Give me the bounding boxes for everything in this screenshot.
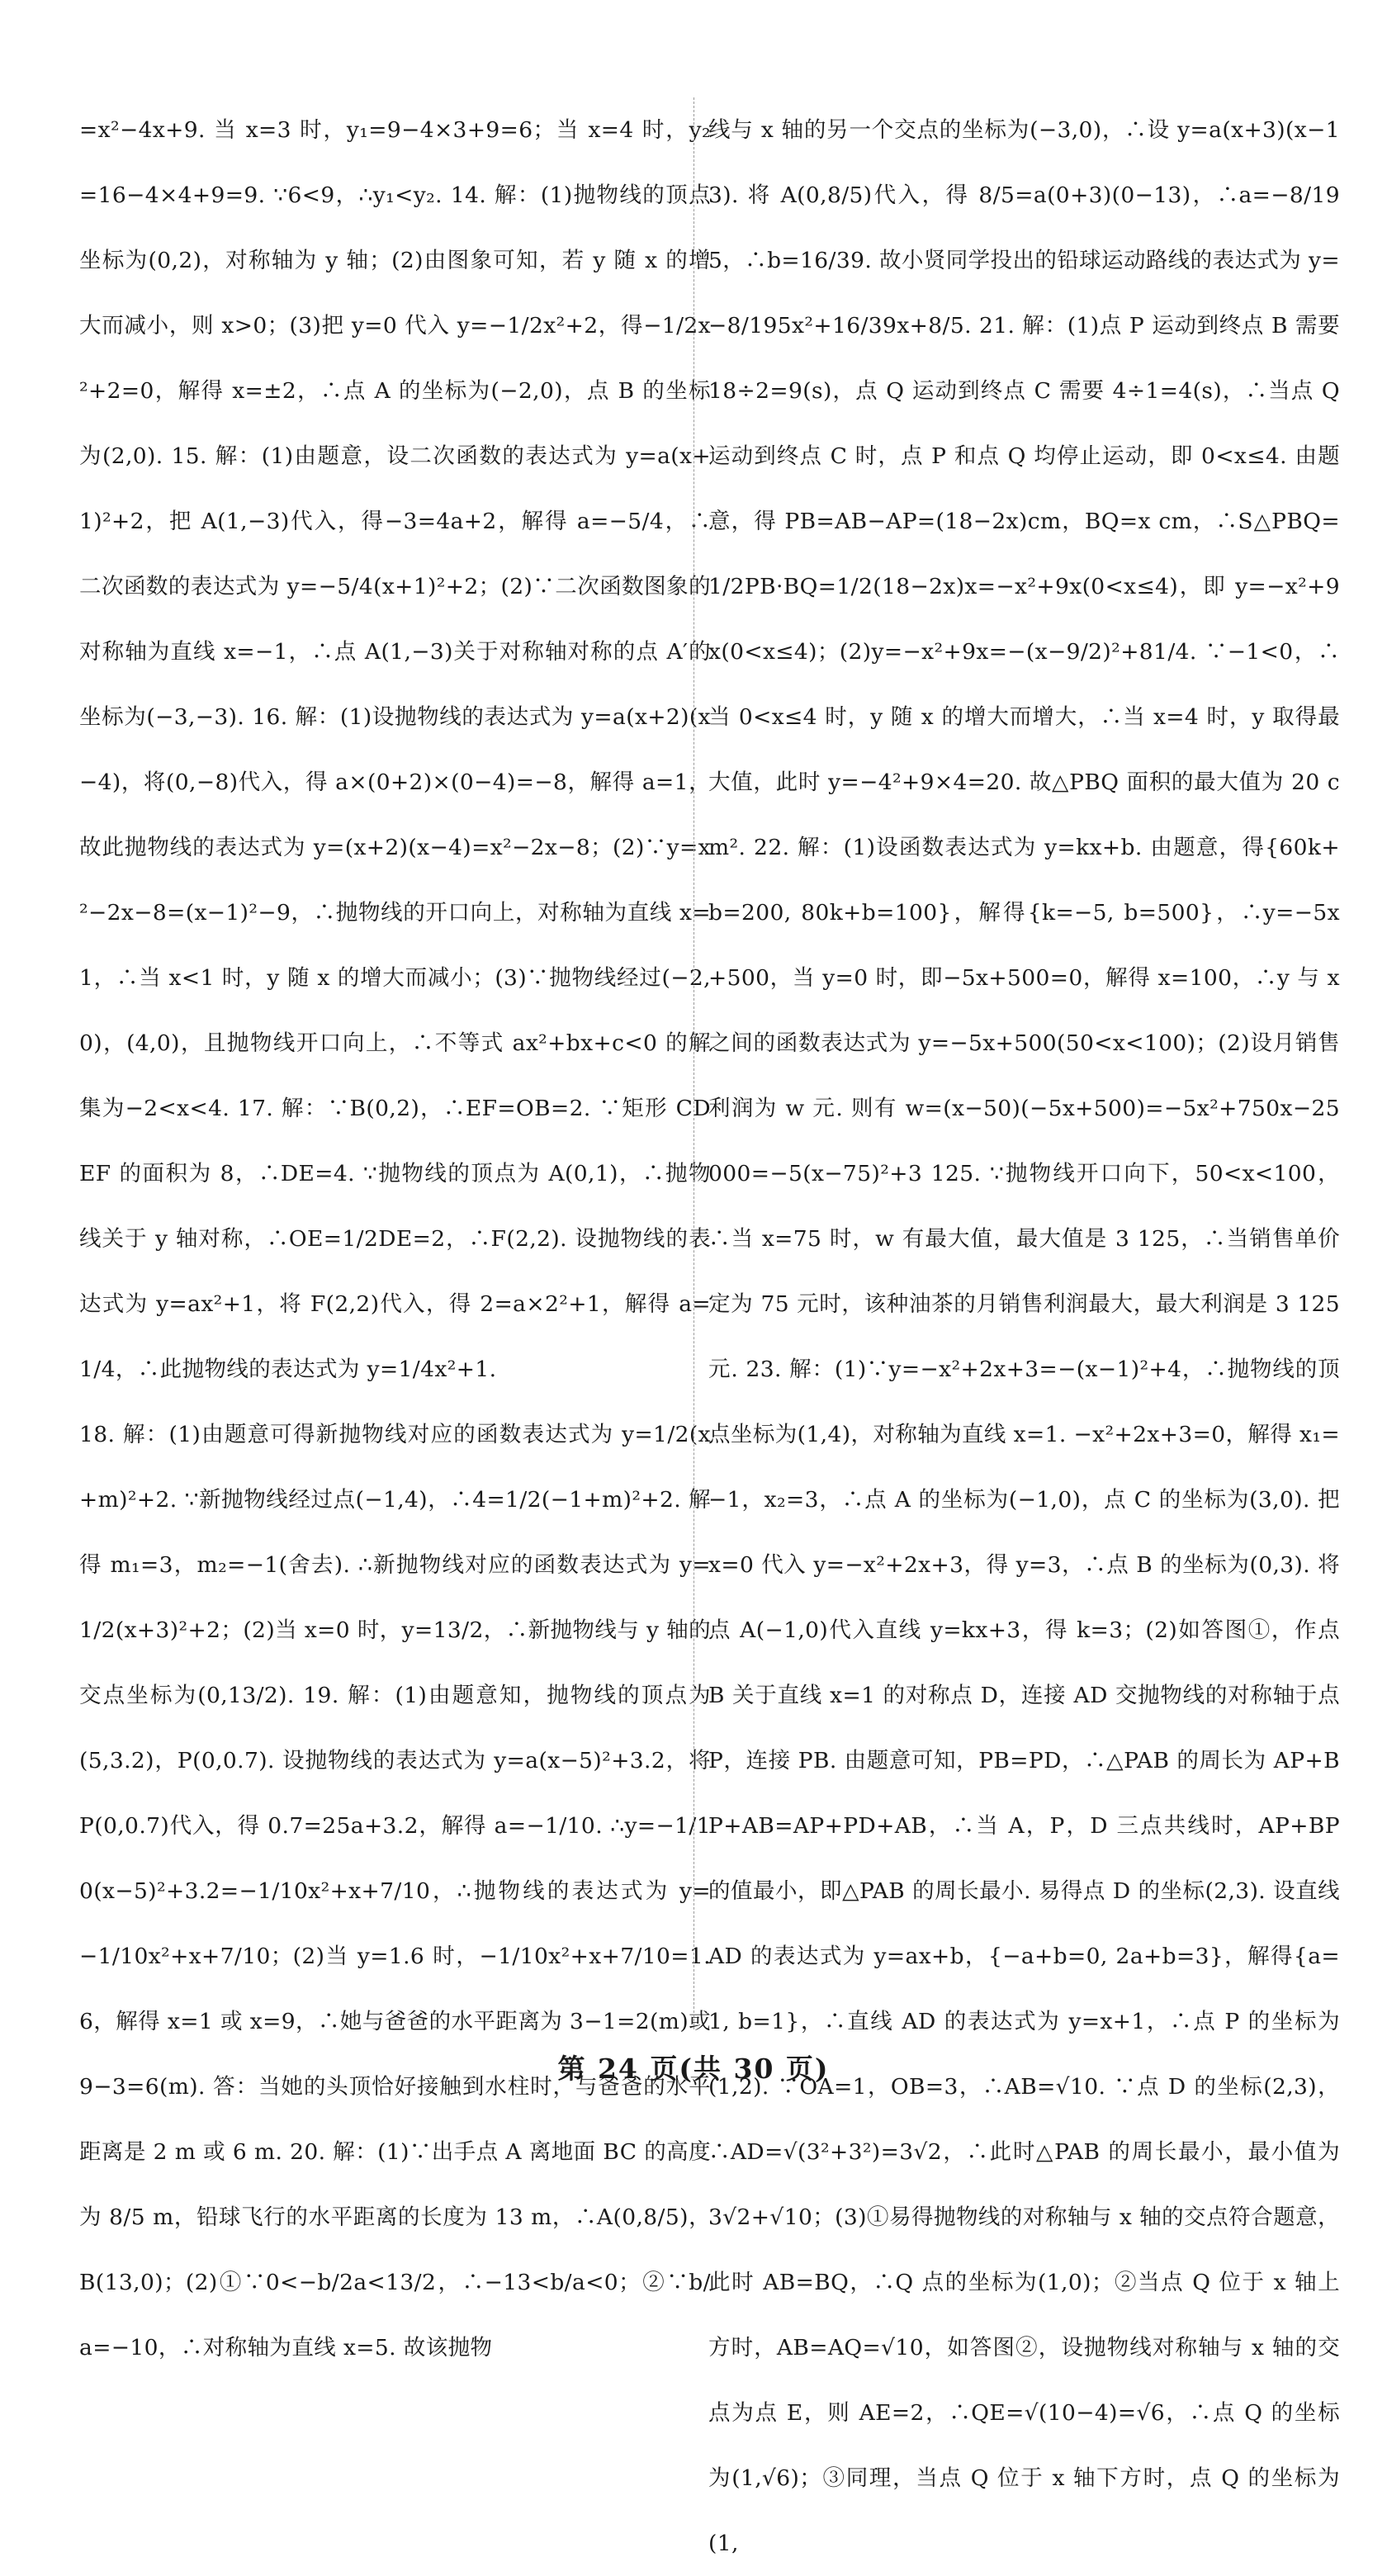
right-column (708, 97, 1340, 2556)
left-paragraph-1: =x²−4x+9. 当 x=3 时，y₁=9−4×3+9=6；当 x=4 时，y₂=16−4×4+9=9. ∵6<9，∴y₁<y₂. 14. 解：(1)抛物线的顶点坐标为(0,2)，对称轴为 y 轴；(2)由图象可知，若 y 随 x 的增大而减小，则 x>0；(3)把 y=0 代入 y=−1/2x²+2，得−1/2x²+2=0，解得 x=±2，∴点 A 的坐标为(−2,0)，点 B 的坐标为(2,0). 15. 解：(1)由题意，设二次函数的表达式为 y=a(x+1)²+2，把 A(1,−3)代入，得−3=4a+2，解得 a=−5/4，∴二次函数的表达式为 y=−5/4(x+1)²+2；(2)∵二次函数图象的对称轴为直线 x=−1，∴点 A(1,−3)关于对称轴对称的点 A′的坐标为(−3,−3). 16. 解：(1)设抛物线的表达式为 y=a(x+2)(x−4)，将(0,−8)代入，得 a×(0+2)×(0−4)=−8，解得 a=1，故此抛物线的表达式为 y=(x+2)(x−4)=x²−2x−8；(2)∵y=x²−2x−8=(x−1)²−9，∴抛物线的开口向上，对称轴为直线 x=1，∴当 x<1 时，y 随 x 的增大而减小；(3)∵抛物线经过(−2,0)，(4,0)，且抛物线开口向上，∴不等式 ax²+bx+c<0 的解集为−2<x<4. 17. 解：∵B(0,2)，∴EF=OB=2. ∵矩形 CDEF 的面积为 8，∴DE=4. ∵抛物线的顶点为 A(0,1)，∴抛物线关于 y 轴对称，∴OE=1/2DE=2，∴F(2,2). 设抛物线的表达式为 y=ax²+1，将 F(2,2)代入，得 2=a×2²+1，解得 a=1/4，∴此抛物线的表达式为 y=1/4x²+1. (79, 117, 711, 1382)
page-number-footer: 第 24 页(共 30 页) (557, 2053, 830, 2085)
left-paragraph-2: 18. 解：(1)由题意可得新抛物线对应的函数表达式为 y=1/2(x+m)²+2. ∵新抛物线经过点(−1,4)，∴4=1/2(−1+m)²+2. 解得 m₁=3，m₂=−1(舍去). ∴新抛物线对应的函数表达式为 y=1/2(x+3)²+2；(2)当 x=0 时，y=13/2，∴新抛物线与 y 轴的交点坐标为(0,13/2). 19. 解：(1)由题意知，抛物线的顶点为(5,3.2)，P(0,0.7). 设抛物线的表达式为 y=a(x−5)²+3.2，将 P(0,0.7)代入，得 0.7=25a+3.2，解得 a=−1/10. ∴y=−1/10(x−5)²+3.2=−1/10x²+x+7/10，∴抛物线的表达式为 y=−1/10x²+x+7/10；(2)当 y=1.6 时，−1/10x²+x+7/10=1.6，解得 x=1 或 x=9，∴她与爸爸的水平距离为 3−1=2(m)或 9−3=6(m). 答：当她的头顶恰好接触到水柱时，与爸爸的水平距离是 2 m 或 6 m. 20. 解：(1)∵出手点 A 离地面 BC 的高度为 8/5 m，铅球飞行的水平距离的长度为 13 m，∴A(0,8/5)，B(13,0)；(2)①∵0<−b/2a<13/2，∴−13<b/a<0；②∵b/a=−10，∴对称轴为直线 x=5. 故该抛物 (79, 1422, 711, 2361)
right-paragraph-1: 线与 x 轴的另一个交点的坐标为(−3,0)，∴设 y=a(x+3)(x−13). 将 A(0,8/5)代入，得 8/5=a(0+3)(0−13)，∴a=−8/195，∴b=16/39. 故小贤同学投出的铅球运动路线的表达式为 y=−8/195x²+16/39x+8/5. 21. 解：(1)点 P 运动到终点 B 需要 18÷2=9(s)，点 Q 运动到终点 C 需要 4÷1=4(s)，∴当点 Q 运动到终点 C 时，点 P 和点 Q 均停止运动，即 0<x≤4. 由题意，得 PB=AB−AP=(18−2x)cm，BQ=x cm，∴S△PBQ=1/2PB·BQ=1/2(18−2x)x=−x²+9x(0<x≤4)，即 y=−x²+9x(0<x≤4)；(2)y=−x²+9x=−(x−9/2)²+81/4. ∵−1<0，∴当 0<x≤4 时，y 随 x 的增大而增大，∴当 x=4 时，y 取得最大值，此时 y=−4²+9×4=20. 故△PBQ 面积的最大值为 20 cm². 22. 解：(1)设函数表达式为 y=kx+b. 由题意，得{60k+b=200, 80k+b=100}，解得{k=−5, b=500}，∴y=−5x+500，当 y=0 时，即−5x+500=0，解得 x=100，∴y 与 x 之间的函数表达式为 y=−5x+500(50<x<100)；(2)设月销售利润为 w 元. 则有 w=(x−50)(−5x+500)=−5x²+750x−25 000=−5(x−75)²+3 125. ∵抛物线开口向下，50<x<100，∴当 x=75 时，w 有最大值，最大值是 3 125，∴当销售单价定为 75 元时，该种油茶的月销售利润最大，最大利润是 3 125 元. 23. 解：(1)∵y=−x²+2x+3=−(x−1)²+4，∴抛物线的顶点坐标为(1,4)，对称轴为直线 x=1. −x²+2x+3=0，解得 x₁=−1，x₂=3，∴点 A 的坐标为(−1,0)，点 C 的坐标为(3,0). 把 x=0 代入 y=−x²+2x+3，得 y=3，∴点 B 的坐标为(0,3). 将点 A(−1,0)代入直线 y=kx+3，得 k=3；(2)如答图①，作点 B 关于直线 x=1 的对称点 D，连接 AD 交抛物线的对称轴于点 P，连接 PB. 由题意可知，PB=PD，∴△PAB 的周长为 AP+BP+AB=AP+PD+AB，∴当 A，P，D 三点共线时，AP+BP 的值最小，即△PAB 的周长最小. 易得点 D 的坐标(2,3). 设直线 AD 的表达式为 y=ax+b，{−a+b=0, 2a+b=3}，解得{a=1, b=1}，∴直线 AD 的表达式为 y=x+1，∴点 P 的坐标为(1,2). ∵OA=1，OB=3，∴AB=√10. ∵点 D 的坐标(2,3)，∴AD=√(3²+3²)=3√2，∴此时△PAB 的周长最小，最小值为 3√2+√10；(3)①易得抛物线的对称轴与 x 轴的交点符合题意，此时 AB=BQ，∴Q 点的坐标为(1,0)；②当点 Q 位于 x 轴上方时，AB=AQ=√10，如答图②，设抛物线对称轴与 x 轴的交点为点 E，则 AE=2，∴QE=√(10−4)=√6，∴点 Q 的坐标为(1,√6)；③同理，当点 Q 位于 x 轴下方时，点 Q 的坐标为(1, (708, 117, 1340, 2556)
